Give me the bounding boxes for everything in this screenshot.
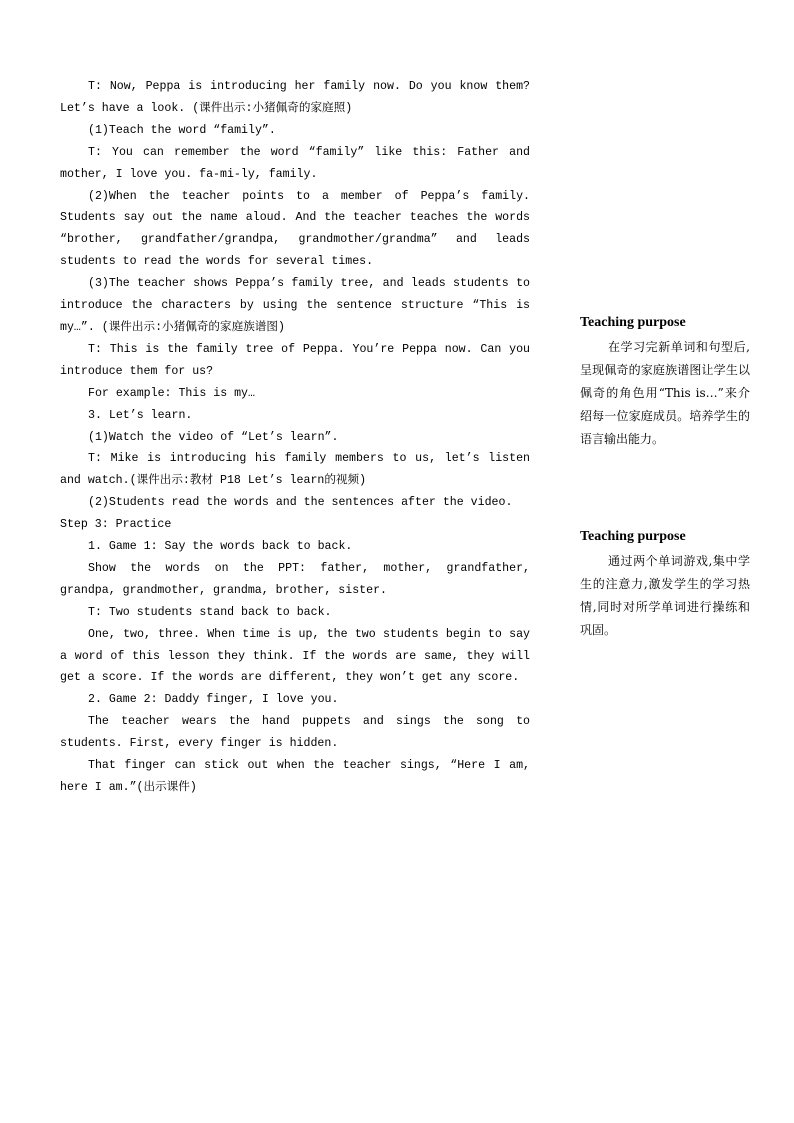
teaching-purpose-note bbox=[580, 528, 750, 642]
paragraph: (1)Teach the word “family”. bbox=[88, 123, 276, 137]
note-heading: Teaching purpose bbox=[580, 315, 686, 330]
note-text: 通过两个单词游戏,集中学生的注意力,激发学生的学习热情,同时对所学单词进行操练和巩固。 bbox=[580, 554, 750, 637]
note-heading: Teaching purpose bbox=[580, 529, 686, 544]
paragraph: For example: This is my… bbox=[88, 386, 255, 400]
paragraph: T: You can remember the word “family” like this: Father and mother, I love you. fa-mi-ly, family. bbox=[60, 145, 530, 181]
note-text: 在学习完新单词和句型后,呈现佩奇的家庭族谱图让学生以佩奇的角色用“This is…”来介绍每一位家庭成员。培养学生的语言输出能力。 bbox=[580, 340, 750, 446]
paragraph: Show the words on the PPT: father, mother, grandfather, grandpa, grandmother, grandma, brother, sister. bbox=[60, 561, 530, 597]
paragraph: T: Two students stand back to back. bbox=[88, 605, 332, 619]
lesson-body bbox=[60, 76, 530, 799]
paragraph: 1. Game 1: Say the words back to back. bbox=[88, 540, 353, 554]
paragraph: (2)When the teacher points to a member of Peppa’s family. Students say out the name aloud. And the teacher teaches the words “brother, grandfather/grandpa, grandmother/grandma” and leads students to read the words for several times. bbox=[60, 189, 530, 269]
paragraph: One, two, three. When time is up, the two students begin to say a word of this lesson they think. If the words are same, they will get a score. If the words are different, they won’t get any score. bbox=[60, 627, 530, 685]
paragraph: (2)Students read the words and the sentences after the video. bbox=[88, 496, 513, 510]
paragraph: T: This is the family tree of Peppa. You’re Peppa now. Can you introduce them for us? bbox=[60, 342, 530, 378]
paragraph: 3. Let’s learn. bbox=[88, 408, 193, 422]
paragraph: (1)Watch the video of “Let’s learn”. bbox=[88, 430, 339, 444]
paragraph: 2. Game 2: Daddy finger, I love you. bbox=[88, 693, 339, 707]
paragraph: T: Mike is introducing his family members to us, let’s listen and watch.(课件出示:教材 P18 Let’s learn的视频) bbox=[60, 452, 530, 488]
paragraph: The teacher wears the hand puppets and sings the song to students. First, every finger is hidden. bbox=[60, 715, 530, 751]
teaching-purpose-note bbox=[580, 314, 750, 451]
paragraph: T: Now, Peppa is introducing her family now. Do you know them? Let’s have a look. (课件出示:小猪佩奇的家庭照) bbox=[60, 80, 530, 115]
paragraph: (3)The teacher shows Peppa’s family tree, and leads students to introduce the characters by using the sentence structure “This is my…”. (课件出示:小猪佩奇的家庭族谱图) bbox=[60, 277, 530, 334]
step-heading: Step 3: Practice bbox=[60, 518, 172, 532]
paragraph: That finger can stick out when the teacher sings, “Here I am, here I am.”(出示课件) bbox=[60, 759, 530, 794]
